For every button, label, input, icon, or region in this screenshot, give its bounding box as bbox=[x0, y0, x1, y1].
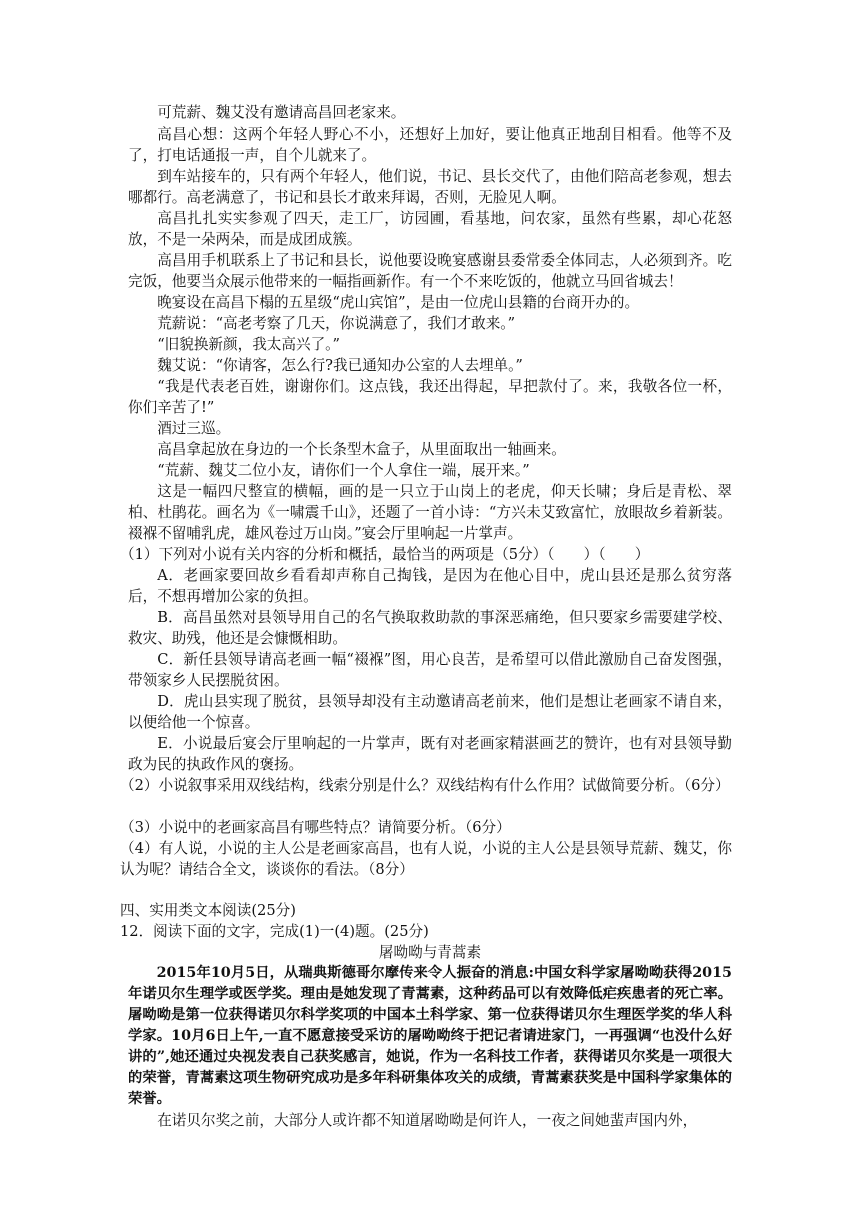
story-paragraph-12: 高昌拿起放在身边的一个长条型木盒子，从里面取出一轴画来。 bbox=[157, 441, 566, 458]
question-4: （4）有人说，小说的主人公是老画家高昌，也有人说，小说的主人公是县领导荒薪、魏艾，你认为呢？请结合全文，谈谈你的看法。（8分） bbox=[120, 840, 732, 878]
question-1: （1）下列对小说有关内容的分析和概括，最恰当的两项是（5分）（ ）（ ） bbox=[120, 546, 650, 563]
story-paragraph-14: 这是一幅四尺整宣的横幅，画的是一只立于山岗上的老虎，仰天长啸；身后是青松、翠柏、杜鹃花。画名为《一啸震千山》，还题了一首小诗：“方兴未艾致富忙，放眼故乡着新装。裰褓不留哺乳虎，雄风卷过万山岗。”宴会厅里响起一片掌声。 bbox=[128, 483, 732, 542]
story-paragraph-1: 可荒薪、魏艾没有邀请高昌回老家来。 bbox=[157, 104, 406, 121]
question-1-option-e: E．小说最后宴会厅里响起的一片掌声，既有对老画家精湛画艺的赞许，也有对县领导勤政为民的执政作风的褒扬。 bbox=[128, 735, 732, 773]
story-paragraph-2: 高昌心想：这两个年轻人野心不小，还想好上加好，要让他真正地刮目相看。他等不及了，打电话通报一声，自个儿就来了。 bbox=[128, 126, 732, 164]
question-2: （2）小说叙事采用双线结构，线索分别是什么？双线结构有什么作用？试做简要分析。（6分） bbox=[120, 777, 730, 794]
story-paragraph-8: “旧貌换新颜，我太高兴了。” bbox=[157, 336, 340, 353]
article-title: 屠呦呦与青蒿素 bbox=[378, 944, 482, 961]
story-paragraph-13: “荒薪、魏艾二位小友，请你们一个人拿住一端，展开来。” bbox=[157, 462, 530, 479]
question-3: （3）小说中的老画家高昌有哪些特点？请简要分析。（6分） bbox=[120, 819, 511, 836]
story-paragraph-6: 晚宴设在高昌下榻的五星级“虎山宾馆”，是由一位虎山县籍的台商开办的。 bbox=[157, 294, 640, 311]
question-1-option-c: C．新任县领导请高老画一幅“裰褓”图，用心良苦，是希望可以借此激励自己奋发图强，带领家乡人民摆脱贫困。 bbox=[128, 651, 732, 689]
story-paragraph-11: 酒过三巡。 bbox=[157, 420, 231, 437]
story-paragraph-9: 魏艾说：“你请客，怎么行?我已通知办公室的人去埋单。” bbox=[157, 357, 523, 374]
article-paragraph-1: 2015年10月5日，从瑞典斯德哥尔摩传来令人振奋的消息:中国女科学家屠呦呦获得2015年诺贝尔生理学或医学奖。理由是她发现了青蒿素，这种药品可以有效降低疟疾患者的死亡率。屠呦呦是第一位获得诺贝尔科学奖项的中国本土科学家、第一位获得诺贝尔生理医学奖的华人科学家。10月6日上午,一直不愿意接受采访的屠呦呦终于把记者请进家门，一再强调“也没什么好讲的”,她还通过央视发表自己获奖感言，她说，作为一名科技工作者，获得诺贝尔奖是一项很大的荣誉，青蒿素这项生物研究成功是多年科研集体攻关的成绩，青蒿素获奖是中国科学家集体的荣誉。 bbox=[128, 965, 732, 1107]
section-heading: 四、实用类文本阅读(25分) bbox=[120, 902, 296, 919]
story-paragraph-10: “我是代表老百姓，谢谢你们。这点钱，我还出得起，早把款付了。来，我敬各位一杯，你们辛苦了!” bbox=[128, 378, 732, 416]
article-paragraph-2: 在诺贝尔奖之前，大部分人或许都不知道屠呦呦是何许人，一夜之间她蜚声国内外， bbox=[157, 1112, 698, 1129]
question-12: 12．阅读下面的文字，完成(1)一(4)题。(25分) bbox=[120, 923, 429, 940]
question-1-option-d: D．虎山县实现了脱贫，县领导却没有主动邀请高老前来，他们是想让老画家不请自来，以便给他一个惊喜。 bbox=[128, 693, 732, 731]
story-paragraph-5: 高昌用手机联系上了书记和县长，说他要设晚宴感谢县委常委全体同志，人必须到齐。吃完饭，他要当众展示他带来的一幅指画新作。有一个不来吃饭的，他就立马回省城去！ bbox=[128, 252, 732, 290]
story-paragraph-3: 到车站接车的，只有两个年轻人，他们说，书记、县长交代了，由他们陪高老参观，想去哪都行。高老满意了，书记和县长才敢来拜谒，否则，无脸见人啊。 bbox=[128, 168, 732, 206]
question-1-option-a: A．老画家要回故乡看看却声称自己掏钱，是因为在他心目中，虎山县还是那么贫穷落后，不想再增加公家的负担。 bbox=[128, 567, 732, 605]
question-1-option-b: B．高昌虽然对县领导用自己的名气换取救助款的事深恶痛绝，但只要家乡需要建学校、救灾、助残，他还是会慷慨相助。 bbox=[128, 609, 732, 647]
story-paragraph-4: 高昌扎扎实实参观了四天，走工厂，访园圃，看基地，问农家，虽然有些累，却心花怒放，不是一朵两朵，而是成团成簇。 bbox=[128, 210, 732, 248]
story-paragraph-7: 荒薪说：“高老考察了几天，你说满意了，我们才敢来。” bbox=[157, 315, 516, 332]
